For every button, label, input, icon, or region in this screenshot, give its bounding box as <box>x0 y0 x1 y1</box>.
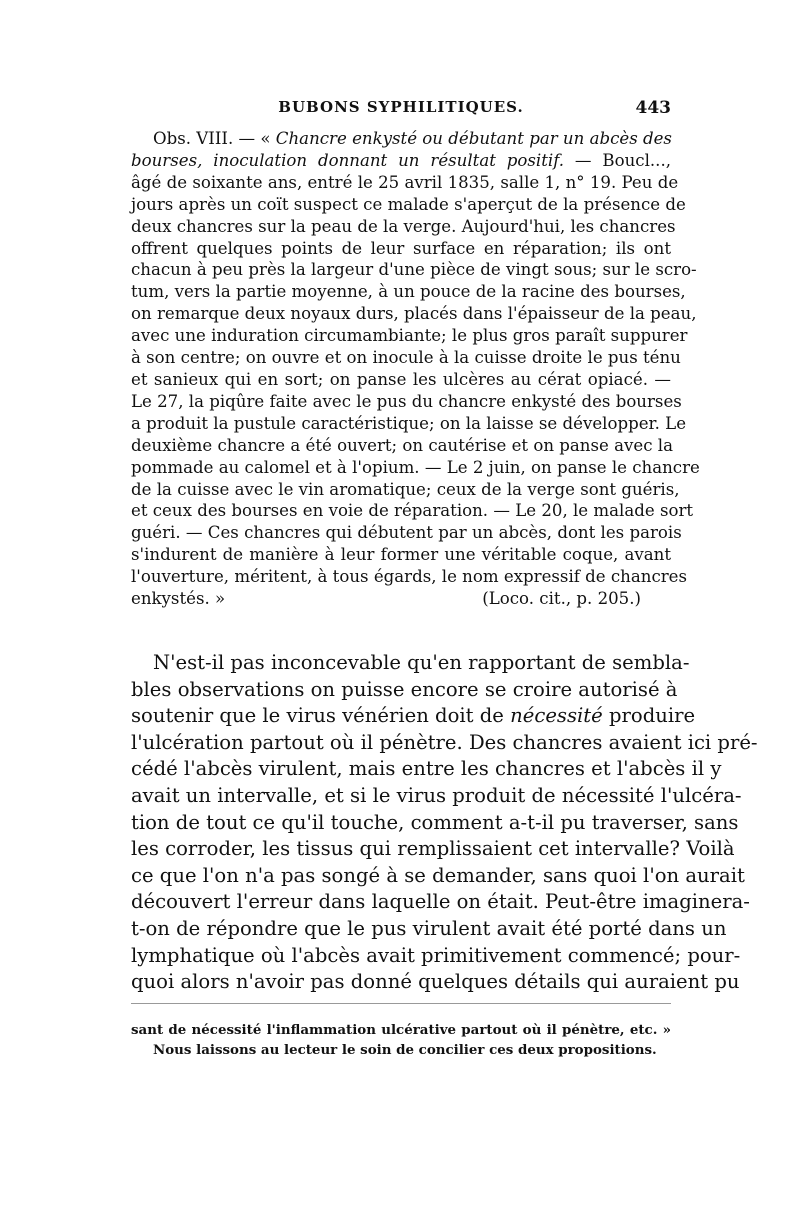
running-title: BUBONS SYPHILITIQUES. <box>278 98 524 116</box>
footnote-separator <box>131 1003 671 1004</box>
text-line: lymphatique où l'abcès avait primitivement commencé; pour- <box>131 943 741 967</box>
running-head <box>131 98 671 122</box>
observation-line: guéri. — Ces chancres qui débutent par un abcès, dont les parois <box>131 523 682 543</box>
text-line: ce que l'on n'a pas songé à se demander, sans quoi l'on aurait <box>131 863 745 887</box>
observation-line: âgé de soixante ans, entré le 25 avril 1835, salle 1, n° 19. Peu de <box>131 172 679 192</box>
text-line: avait un intervalle, et si le virus produit de nécessité l'ulcéra- <box>131 783 742 807</box>
observation-line: deuxième chancre a été ouvert; on cautérise et on panse avec la <box>131 435 673 455</box>
text-line: cédé l'abcès virulent, mais entre les chancres et l'abcès il y <box>131 757 722 781</box>
observation-line: et sanieux qui en sort; on panse les ulcères au cérat opiacé. — <box>131 369 671 389</box>
observation-line: pommade au calomel et à l'opium. — Le 2 juin, on panse le chancre <box>131 457 700 477</box>
footnote-line: Nous laissons au lecteur le soin de concilier ces deux propositions. <box>153 1042 657 1058</box>
observation-line: s'indurent de manière à leur former une véritable coque, avant <box>131 545 671 565</box>
text-line: l'ulcération partout où il pénètre. Des chancres avaient ici pré- <box>131 730 758 754</box>
observation-line: de la cuisse avec le vin aromatique; ceux de la verge sont guéris, <box>131 479 680 499</box>
text-line: bles observations on puisse encore se croire autorisé à <box>131 677 678 701</box>
main-paragraph <box>131 650 758 996</box>
observation-line: on remarque deux noyaux durs, placés dans l'épaisseur de la peau, <box>131 304 697 324</box>
observation-line: Obs. VIII. — « Chancre enkysté ou débutant par un abcès des <box>153 129 672 148</box>
observation-line: offrent quelques points de leur surface en réparation; ils ont <box>131 238 671 258</box>
text-line: les corroder, les tissus qui remplissaient cet intervalle? Voilà <box>131 837 735 861</box>
text-line: N'est-il pas inconcevable qu'en rapportant de sembla- <box>153 651 690 674</box>
text-line: t-on de répondre que le pus virulent avait été porté dans un <box>131 916 727 940</box>
observation-line: avec une induration circumambiante; le plus gros paraît suppurer <box>131 326 688 346</box>
observation-line: jours après un coït suspect ce malade s'aperçut de la présence de <box>131 194 686 214</box>
footnote <box>131 1020 671 1060</box>
observation-line: bourses, inoculation donnant un résultat positif. — Boucl..., <box>131 150 671 170</box>
observation-line: tum, vers la partie moyenne, à un pouce de la racine des bourses, <box>131 282 686 302</box>
observation-closing: enkystés. » <box>131 589 226 609</box>
observation-line: l'ouverture, méritent, à tous égards, le nom expressif de chancres <box>131 567 688 587</box>
text-line: soutenir que le virus vénérien doit de nécessité produire <box>131 704 696 728</box>
page-number: 443 <box>635 98 671 118</box>
observation-line: Le 27, la piqûre faite avec le pus du chancre enkysté des bourses <box>131 391 682 411</box>
text-line: quoi alors n'avoir pas donné quelques détails qui auraient pu <box>131 970 740 994</box>
observation-line: a produit la pustule caractéristique; on la laisse se développer. Le <box>131 413 687 433</box>
footnote-line: sant de nécessité l'inflammation ulcérative partout où il pénètre, etc. » <box>131 1022 671 1038</box>
observation-line: chacun à peu près la largeur d'une pièce de vingt sous; sur le scro- <box>131 260 697 280</box>
text-line: découvert l'erreur dans laquelle on était. Peut-être imaginera- <box>131 890 750 914</box>
observation-line: à son centre; on ouvre et on inocule à la cuisse droite le pus ténu <box>131 348 681 368</box>
citation-reference: (Loco. cit., p. 205.) <box>482 589 641 609</box>
observation-paragraph <box>131 128 700 610</box>
text-line: tion de tout ce qu'il touche, comment a-t-il pu traverser, sans <box>131 810 739 834</box>
observation-line: deux chancres sur la peau de la verge. Aujourd'hui, les chancres <box>131 216 676 236</box>
observation-line: et ceux des bourses en voie de réparation. — Le 20, le malade sort <box>131 501 694 521</box>
